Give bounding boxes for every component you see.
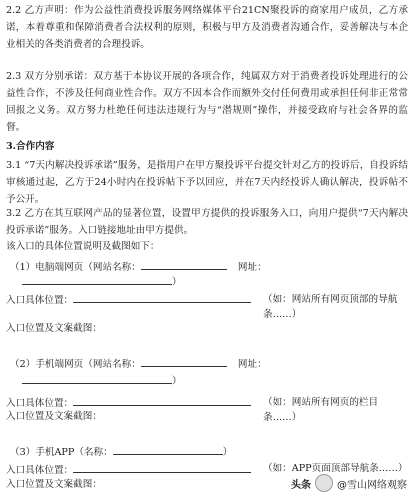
- app-location-hint: （如：APP页面顶部导航条……）: [263, 463, 408, 474]
- entry-description: 该入口的具体位置说明及截图如下：: [6, 241, 160, 252]
- mobile-url-label: 网址：: [237, 359, 267, 370]
- web-title: （1）电脑端网页（网站名称：: [10, 262, 141, 273]
- app-location-blank[interactable]: [73, 462, 251, 473]
- web-close: ）: [172, 277, 182, 288]
- clause-3-2: 3.2 乙方在其互联网产品的显著位置，设置甲方提供的投诉服务入口，向用户提供“7天内解决投诉承诺”服务。入口链接地址由甲方提供。: [6, 208, 408, 236]
- app-location-label: 入口具体位置：: [6, 465, 74, 476]
- mobile-title: （2）手机端网页（网站名称：: [10, 359, 141, 370]
- mobile-name-blank[interactable]: [141, 356, 227, 367]
- mobile-entry-row: [10, 356, 267, 372]
- avatar-icon: [315, 474, 333, 492]
- app-close: ）: [222, 447, 233, 458]
- web-url-blank[interactable]: [22, 274, 172, 285]
- app-title: （3）手机APP（名称：: [10, 447, 113, 458]
- web-url-row: [22, 274, 182, 290]
- app-screenshot-label: 入口位置及文案截图：: [6, 479, 102, 490]
- mobile-url-blank[interactable]: [22, 373, 172, 384]
- web-location-label: 入口具体位置：: [6, 295, 74, 306]
- mobile-location-row: [6, 395, 251, 411]
- clause-2-2: 2.2 乙方声明：作为公益性消费投诉服务网络媒体平台21CN聚投诉的商家用户成员，乙方承诺，本着尊重和保障消费者合法权利的原则，积极与甲方及消费者沟通合作，妥善解决与本企业相关的各类消费者的合理投诉。: [6, 5, 408, 50]
- web-url-label: 网址：: [237, 262, 267, 273]
- watermark-prefix: 头条: [291, 479, 311, 491]
- watermark: [291, 472, 407, 494]
- section-3-title: 3.合作内容: [6, 141, 55, 152]
- web-entry-row: [10, 259, 267, 275]
- mobile-location-blank[interactable]: [73, 395, 251, 406]
- mobile-url-row: [22, 373, 182, 389]
- clause-2-3: 2.3 双方分别承诺：双方基于本协议开展的各项合作，纯属双方对于消费者投诉处理进行的公益性合作，不涉及任何商业性合作。双方不因本合作而额外交付任何费用或承担任何非正常常回报之义务。双方努力杜绝任何违法违规行为与“潜规则”操作，并接受政府与社会各界的监督。: [6, 71, 408, 133]
- web-screenshot-label: 入口位置及文案截图：: [6, 323, 102, 334]
- app-entry-row: [10, 444, 232, 460]
- mobile-location-hint: （如：网站所有网页的栏目条……）: [263, 397, 379, 423]
- clause-3-1: 3.1 “7天内解决投诉承诺”服务，是指用户在甲方聚投诉平台提交针对乙方的投诉后，自投诉结审核通过起，乙方于24小时内在投诉帖下予以回应，并在7天内经投诉人确认解决，投诉帖不予公开。: [6, 160, 408, 205]
- mobile-location-label: 入口具体位置：: [6, 398, 74, 409]
- web-location-hint: （如：网站所有网页顶部的导航条……）: [263, 294, 398, 320]
- app-name-blank[interactable]: [113, 444, 223, 455]
- mobile-close: ）: [172, 376, 182, 387]
- web-location-blank[interactable]: [73, 292, 251, 303]
- mobile-screenshot-label: 入口位置及文案截图：: [6, 411, 102, 422]
- watermark-name: @雪山网络观察: [337, 479, 407, 491]
- web-location-row: [6, 292, 251, 308]
- app-location-row: [6, 462, 251, 478]
- web-name-blank[interactable]: [141, 259, 227, 270]
